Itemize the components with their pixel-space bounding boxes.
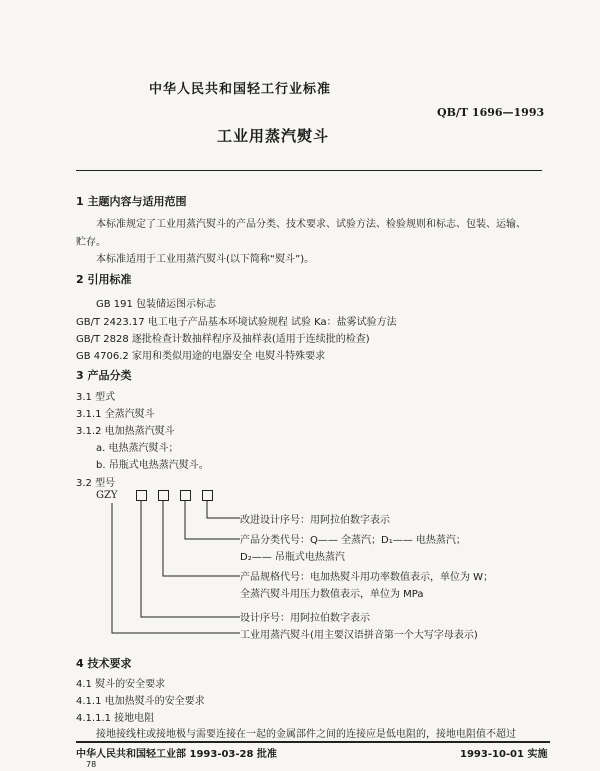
label-classification-code-cont: D₂—— 吊瓶式电热蒸汽 <box>240 552 345 563</box>
approval-note: 中华人民共和国轻工业部 1993-03-28 批准 <box>76 749 277 760</box>
list-item-a: a. 电热蒸汽熨斗； <box>96 443 179 454</box>
label-specification-code-cont: 全蒸汽熨斗用压力数值表示，单位为 MPa <box>240 589 424 600</box>
reference-item: GB 4706.2 家用和类似用途的电器安全 电熨斗特殊要求 <box>76 351 326 362</box>
clause-3-1-2: 3.1.2 电加热蒸汽熨斗 <box>76 426 175 437</box>
clause-3-1: 3.1 型式 <box>76 392 116 403</box>
reference-item: GB/T 2828 逐批检查计数抽样程序及抽样表(适用于连续批的检查) <box>76 334 370 345</box>
section-4-heading: 4 技术要求 <box>76 657 132 670</box>
model-prefix-gzy: GZY <box>96 490 118 501</box>
label-product-name: 工业用蒸汽熨斗(用主要汉语拼音第一个大写字母表示) <box>240 630 478 641</box>
footer-rule <box>76 741 550 743</box>
standard-number: QB/T 1696—1993 <box>437 106 545 119</box>
document-title: 工业用蒸汽熨斗 <box>217 127 330 145</box>
list-item-b: b. 吊瓶式电热蒸汽熨斗。 <box>96 460 209 471</box>
section-1-para-1-line-1: 本标准规定了工业用蒸汽熨斗的产品分类、技术要求、试验方法、检验规则和标志、包装、运输、 <box>96 219 526 230</box>
label-improved-design-no: 改进设计序号：用阿拉伯数字表示 <box>240 515 390 526</box>
clause-3-2: 3.2 型号 <box>76 478 116 489</box>
clause-3-1-1: 3.1.1 全蒸汽熨斗 <box>76 409 155 420</box>
section-3-heading: 3 产品分类 <box>76 369 132 382</box>
page-number: 78 <box>86 760 97 769</box>
reference-item: GB/T 2423.17 电工电子产品基本环境试验规程 试验 Ka：盐雾试验方法 <box>76 317 397 328</box>
section-2-heading: 2 引用标准 <box>76 273 132 286</box>
label-classification-code: 产品分类代号：Q—— 全蒸汽；D₁—— 电热蒸汽； <box>240 535 466 546</box>
clause-4-1: 4.1 熨斗的安全要求 <box>76 679 166 690</box>
reference-item: GB 191 包装储运图示标志 <box>96 299 217 310</box>
section-1-para-2: 本标准适用于工业用蒸汽熨斗(以下简称“熨斗”)。 <box>96 254 315 265</box>
label-design-serial-no: 设计序号：用阿拉伯数字表示 <box>240 613 370 624</box>
clause-4-body-text: 接地接线柱或接地极与需要连接在一起的金属部件之间的连接应是低电阻的，接地电阻值不超过 <box>96 729 516 740</box>
clause-4-1-1-1: 4.1.1.1 接地电阻 <box>76 713 155 724</box>
label-specification-code: 产品规格代号：电加热熨斗用功率数值表示，单位为 W； <box>240 572 494 583</box>
section-1-heading: 1 主题内容与适用范围 <box>76 195 187 208</box>
section-1-para-1-line-2: 贮存。 <box>76 237 106 248</box>
clause-4-1-1: 4.1.1 电加热熨斗的安全要求 <box>76 696 205 707</box>
issuer-title: 中华人民共和国轻工行业标准 <box>149 82 332 97</box>
implementation-date: 1993-10-01 实施 <box>460 749 548 760</box>
